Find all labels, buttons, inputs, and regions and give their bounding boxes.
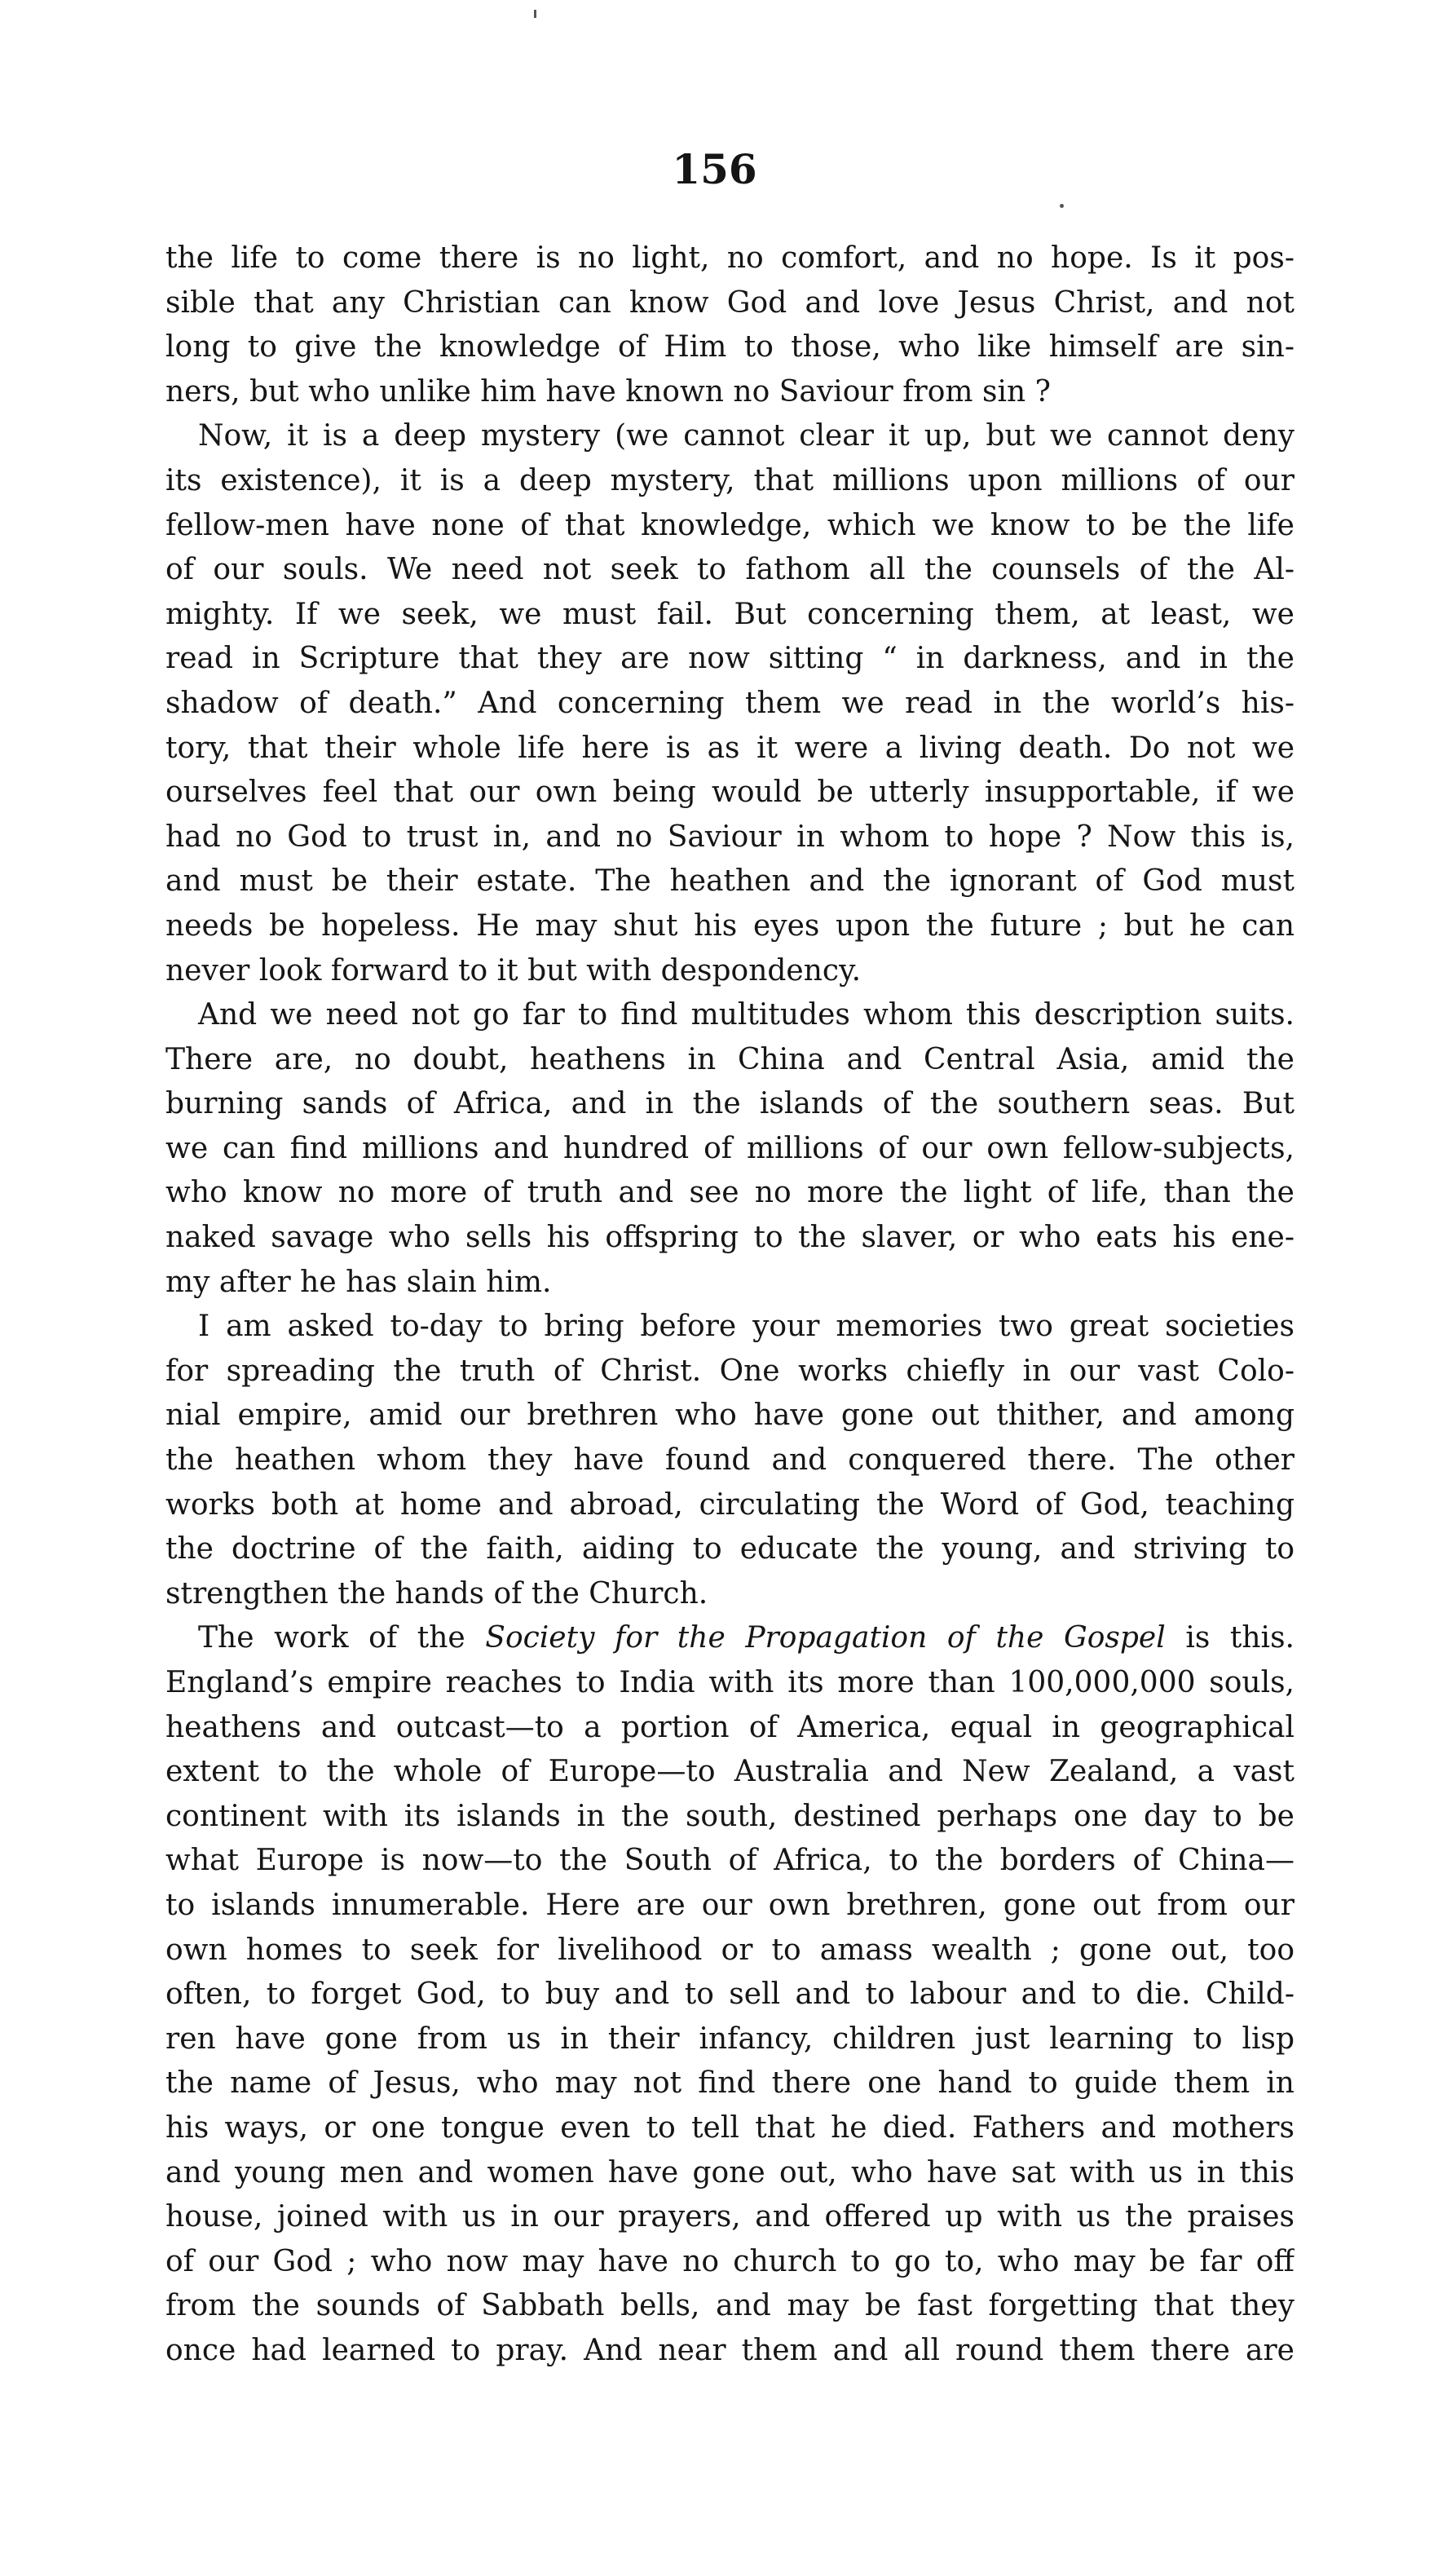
text-line: tory, that their whole life here is as it were a living death. Do not we xyxy=(165,731,1294,765)
text-line: had no God to trust in, and no Saviour in whom to hope ? Now this is, xyxy=(165,820,1294,854)
text-line: I am asked to-day to bring before your memories two great societies xyxy=(198,1310,1294,1344)
text-line: needs be hopeless. He may shut his eyes upon the future ; but he can xyxy=(165,908,1294,943)
text-line: England’s empire reaches to India with its more than 100,000,000 souls, xyxy=(165,1666,1294,1699)
text-line: heathens and outcast—to a portion of America, equal in geographical xyxy=(165,1710,1294,1744)
text-line xyxy=(165,1616,1294,1661)
text-line: ners, but who unlike him have known no Saviour from sin ? xyxy=(165,374,1051,409)
text-line: never look forward to it but with despondency. xyxy=(165,953,862,988)
text-line: the heathen whom they have found and conquered there. The other xyxy=(165,1443,1294,1478)
text-line: long to give the knowledge of Him to those, who like himself are sin- xyxy=(165,330,1294,365)
text-line: my after he has slain him. xyxy=(165,1265,552,1299)
text-line: burning sands of Africa, and in the islands of the southern seas. But xyxy=(165,1087,1294,1121)
text-line: sible that any Christian can know God and love Jesus Christ, and not xyxy=(165,285,1294,320)
text-span: is this. xyxy=(1165,1621,1294,1655)
text-line: we can find millions and hundred of millions of our own fellow-subjects, xyxy=(165,1131,1294,1165)
text-line: naked savage who sells his offspring to the slaver, or who eats his ene- xyxy=(165,1221,1294,1255)
text-line: And we need not go far to find multitudes whom this description suits. xyxy=(198,998,1294,1032)
text-line: Now, it is a deep mystery (we cannot clear it up, but we cannot deny xyxy=(198,419,1294,453)
text-line: his ways, or one tongue even to tell that he died. Fathers and mothers xyxy=(165,2110,1294,2145)
body-text xyxy=(165,236,1294,2374)
text-line: once had learned to pray. And near them and all round them there are xyxy=(165,2333,1294,2367)
text-line: who know no more of truth and see no more the light of life, than the xyxy=(165,1176,1294,1210)
text-line: shadow of death.” And concerning them we read in the world’s his- xyxy=(165,686,1294,720)
print-speck xyxy=(534,10,536,18)
print-dot xyxy=(1060,204,1064,208)
text-line: mighty. If we seek, we must fail. But concerning them, at least, we xyxy=(165,597,1294,631)
text-line: of our souls. We need not seek to fathom all the counsels of the Al- xyxy=(165,553,1294,587)
text-line: and young men and women have gone out, who have sat with us in this xyxy=(165,2155,1294,2189)
text-line: extent to the whole of Europe—to Australia and New Zealand, a vast xyxy=(165,1755,1294,1789)
text-line: own homes to seek for livelihood or to amass wealth ; gone out, too xyxy=(165,1933,1294,1967)
text-line: the name of Jesus, who may not find there one hand to guide them in xyxy=(165,2066,1294,2101)
text-line: the doctrine of the faith, aiding to educate the young, and striving to xyxy=(165,1532,1294,1566)
text-line: ourselves feel that our own being would be utterly insupportable, if we xyxy=(165,775,1294,810)
text-line: fellow-men have none of that knowledge, which we know to be the life xyxy=(165,508,1294,542)
text-line: There are, no doubt, heathens in China and Central Asia, amid the xyxy=(165,1042,1294,1076)
text-line: the life to come there is no light, no comfort, and no hope. Is it pos- xyxy=(165,241,1294,275)
text-line: continent with its islands in the south, destined perhaps one day to be xyxy=(165,1799,1294,1833)
text-line: nial empire, amid our brethren who have gone out thither, and among xyxy=(165,1398,1294,1433)
text-line: to islands innumerable. Here are our own brethren, gone out from our xyxy=(165,1888,1294,1922)
italic-title: Society for the Propagation of the Gospel xyxy=(485,1621,1166,1655)
page-number: 156 xyxy=(672,145,757,193)
text-line: what Europe is now—to the South of Africa, to the borders of China— xyxy=(165,1844,1294,1878)
text-line: strengthen the hands of the Church. xyxy=(165,1576,708,1611)
text-line: for spreading the truth of Christ. One works chiefly in our vast Colo- xyxy=(165,1354,1294,1388)
text-line: its existence), it is a deep mystery, that millions upon millions of our xyxy=(165,463,1294,497)
text-line: from the sounds of Sabbath bells, and may be fast forgetting that they xyxy=(165,2289,1294,2323)
text-line: works both at home and abroad, circulating the Word of God, teaching xyxy=(165,1487,1294,1522)
text-line: often, to forget God, to buy and to sell and to labour and to die. Child- xyxy=(165,1977,1294,2012)
text-span: The work of the xyxy=(198,1621,486,1655)
text-line: read in Scripture that they are now sitting “ in darkness, and in the xyxy=(165,642,1294,676)
text-line: ren have gone from us in their infancy, children just learning to lisp xyxy=(165,2021,1294,2056)
text-line: and must be their estate. The heathen and the ignorant of God must xyxy=(165,864,1294,899)
text-line: house, joined with us in our prayers, and offered up with us the praises xyxy=(165,2200,1294,2234)
text-line: of our God ; who now may have no church to go to, who may be far off xyxy=(165,2244,1294,2278)
